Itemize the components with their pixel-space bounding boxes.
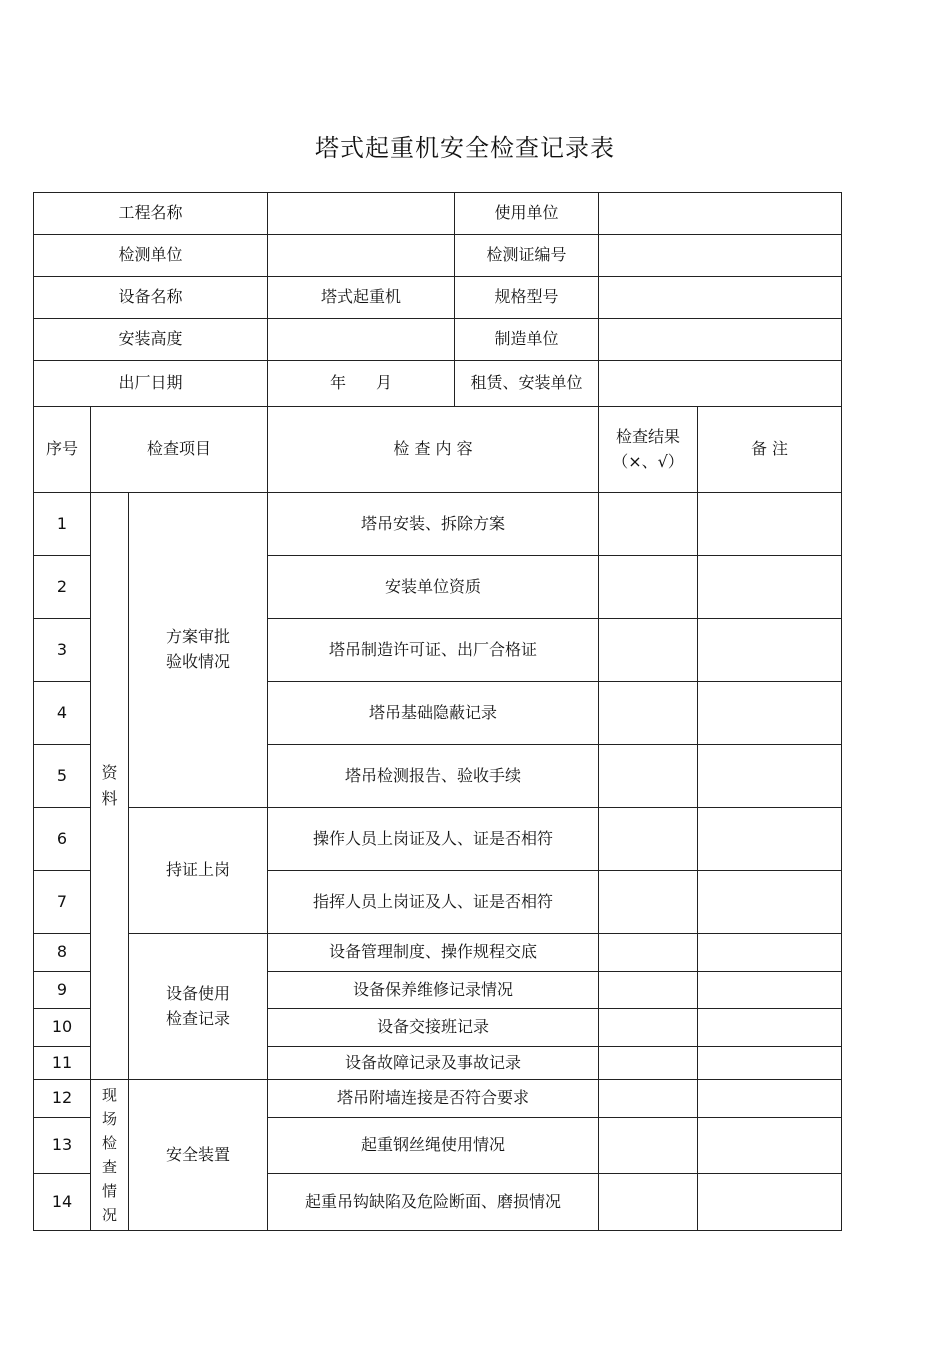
row-note[interactable]: [698, 493, 842, 556]
row-content: 设备管理制度、操作规程交底: [268, 934, 599, 972]
row-note[interactable]: [698, 1009, 842, 1047]
table-row: [34, 808, 842, 871]
row-note[interactable]: [698, 1118, 842, 1174]
row-no: 8: [34, 934, 91, 972]
row-content: 起重吊钩缺陷及危险断面、磨损情况: [268, 1174, 599, 1231]
group-xianchang-char: 情: [101, 1182, 117, 1200]
maker-label: 制造单位: [455, 319, 599, 361]
row-content: 设备故障记录及事故记录: [268, 1047, 599, 1080]
row-no: 5: [34, 745, 91, 808]
row-no: 11: [34, 1047, 91, 1080]
user-unit-label: 使用单位: [455, 193, 599, 235]
row-no: 9: [34, 972, 91, 1009]
group-shebei: [129, 934, 268, 1080]
header-result-line2: （×、√）: [612, 451, 684, 471]
row-result[interactable]: [599, 745, 698, 808]
inspect-unit-value[interactable]: [268, 235, 455, 277]
maker-value[interactable]: [599, 319, 842, 361]
row-content: 塔吊基础隐蔽记录: [268, 682, 599, 745]
row-no: 6: [34, 808, 91, 871]
header-result-line1: 检查结果: [615, 426, 680, 446]
group-chizheng: 持证上岗: [129, 808, 268, 934]
group-xianchang-char: 况: [101, 1206, 117, 1224]
row-note[interactable]: [698, 871, 842, 934]
date-month: 月: [376, 373, 393, 393]
group-xianchang: [91, 1080, 129, 1231]
group-shebei-line: 设备使用: [165, 983, 230, 1003]
header-result: [599, 407, 698, 493]
row-result[interactable]: [599, 972, 698, 1009]
group-ziliao-char: 资: [101, 763, 118, 783]
project-name-value[interactable]: [268, 193, 455, 235]
table-row: [34, 493, 842, 556]
group-shebei-line: 检查记录: [165, 1008, 230, 1028]
row-note[interactable]: [698, 1174, 842, 1231]
rent-value[interactable]: [599, 361, 842, 407]
inspection-table: [33, 192, 842, 1231]
project-name-label: 工程名称: [34, 193, 268, 235]
row-result[interactable]: [599, 1118, 698, 1174]
row-no: 3: [34, 619, 91, 682]
row-result[interactable]: [599, 1047, 698, 1080]
group-xianchang-char: 查: [101, 1158, 117, 1176]
date-value[interactable]: [268, 361, 455, 407]
row-content: 设备保养维修记录情况: [268, 972, 599, 1009]
row-note[interactable]: [698, 619, 842, 682]
header-content: 检 查 内 容: [268, 407, 599, 493]
header-note: 备 注: [698, 407, 842, 493]
row-content: 塔吊安装、拆除方案: [268, 493, 599, 556]
row-note[interactable]: [698, 556, 842, 619]
row-note[interactable]: [698, 682, 842, 745]
row-content: 设备交接班记录: [268, 1009, 599, 1047]
group-xianchang-char: 检: [101, 1134, 117, 1152]
row-content: 塔吊制造许可证、出厂合格证: [268, 619, 599, 682]
row-no: 10: [34, 1009, 91, 1047]
model-value[interactable]: [599, 277, 842, 319]
row-note[interactable]: [698, 1080, 842, 1118]
group-fangan: [129, 493, 268, 808]
equip-name-value[interactable]: 塔式起重机: [268, 277, 455, 319]
row-content: 安装单位资质: [268, 556, 599, 619]
row-result[interactable]: [599, 556, 698, 619]
row-note[interactable]: [698, 745, 842, 808]
height-value[interactable]: [268, 319, 455, 361]
row-result[interactable]: [599, 493, 698, 556]
row-note[interactable]: [698, 1047, 842, 1080]
header-seq: 序号: [34, 407, 91, 493]
row-result[interactable]: [599, 682, 698, 745]
row-no: 2: [34, 556, 91, 619]
cert-no-label: 检测证编号: [455, 235, 599, 277]
group-ziliao-char: 料: [101, 789, 118, 808]
group-xianchang-char: 场: [101, 1110, 117, 1128]
row-note[interactable]: [698, 808, 842, 871]
row-result[interactable]: [599, 934, 698, 972]
page-title: 塔式起重机安全检查记录表: [315, 134, 615, 162]
row-content: 指挥人员上岗证及人、证是否相符: [268, 871, 599, 934]
row-result[interactable]: [599, 1174, 698, 1231]
model-label: 规格型号: [455, 277, 599, 319]
group-fangan-line: 方案审批: [165, 627, 230, 647]
row-result[interactable]: [599, 1080, 698, 1118]
row-result[interactable]: [599, 871, 698, 934]
inspect-unit-label: 检测单位: [34, 235, 268, 277]
user-unit-value[interactable]: [599, 193, 842, 235]
row-result[interactable]: [599, 1009, 698, 1047]
group-xianchang-char: 现: [101, 1086, 117, 1104]
row-note[interactable]: [698, 972, 842, 1009]
row-no: 13: [34, 1118, 91, 1174]
row-result[interactable]: [599, 808, 698, 871]
table-row: [34, 934, 842, 972]
row-no: 12: [34, 1080, 91, 1118]
row-note[interactable]: [698, 934, 842, 972]
cert-no-value[interactable]: [599, 235, 842, 277]
date-label: 出厂日期: [34, 361, 268, 407]
row-result[interactable]: [599, 619, 698, 682]
row-no: 1: [34, 493, 91, 556]
group-ziliao: [91, 493, 129, 1080]
group-anquan: 安全装置: [129, 1080, 268, 1231]
header-item: 检查项目: [91, 407, 268, 493]
row-no: 4: [34, 682, 91, 745]
date-year: 年: [329, 373, 346, 393]
row-content: 塔吊附墙连接是否符合要求: [268, 1080, 599, 1118]
row-no: 7: [34, 871, 91, 934]
row-content: 起重钢丝绳使用情况: [268, 1118, 599, 1174]
rent-label: 租赁、安装单位: [455, 361, 599, 407]
equip-name-label: 设备名称: [34, 277, 268, 319]
row-no: 14: [34, 1174, 91, 1231]
table-row: [34, 1080, 842, 1118]
height-label: 安装高度: [34, 319, 268, 361]
row-content: 塔吊检测报告、验收手续: [268, 745, 599, 808]
group-fangan-line: 验收情况: [165, 652, 230, 671]
row-content: 操作人员上岗证及人、证是否相符: [268, 808, 599, 871]
